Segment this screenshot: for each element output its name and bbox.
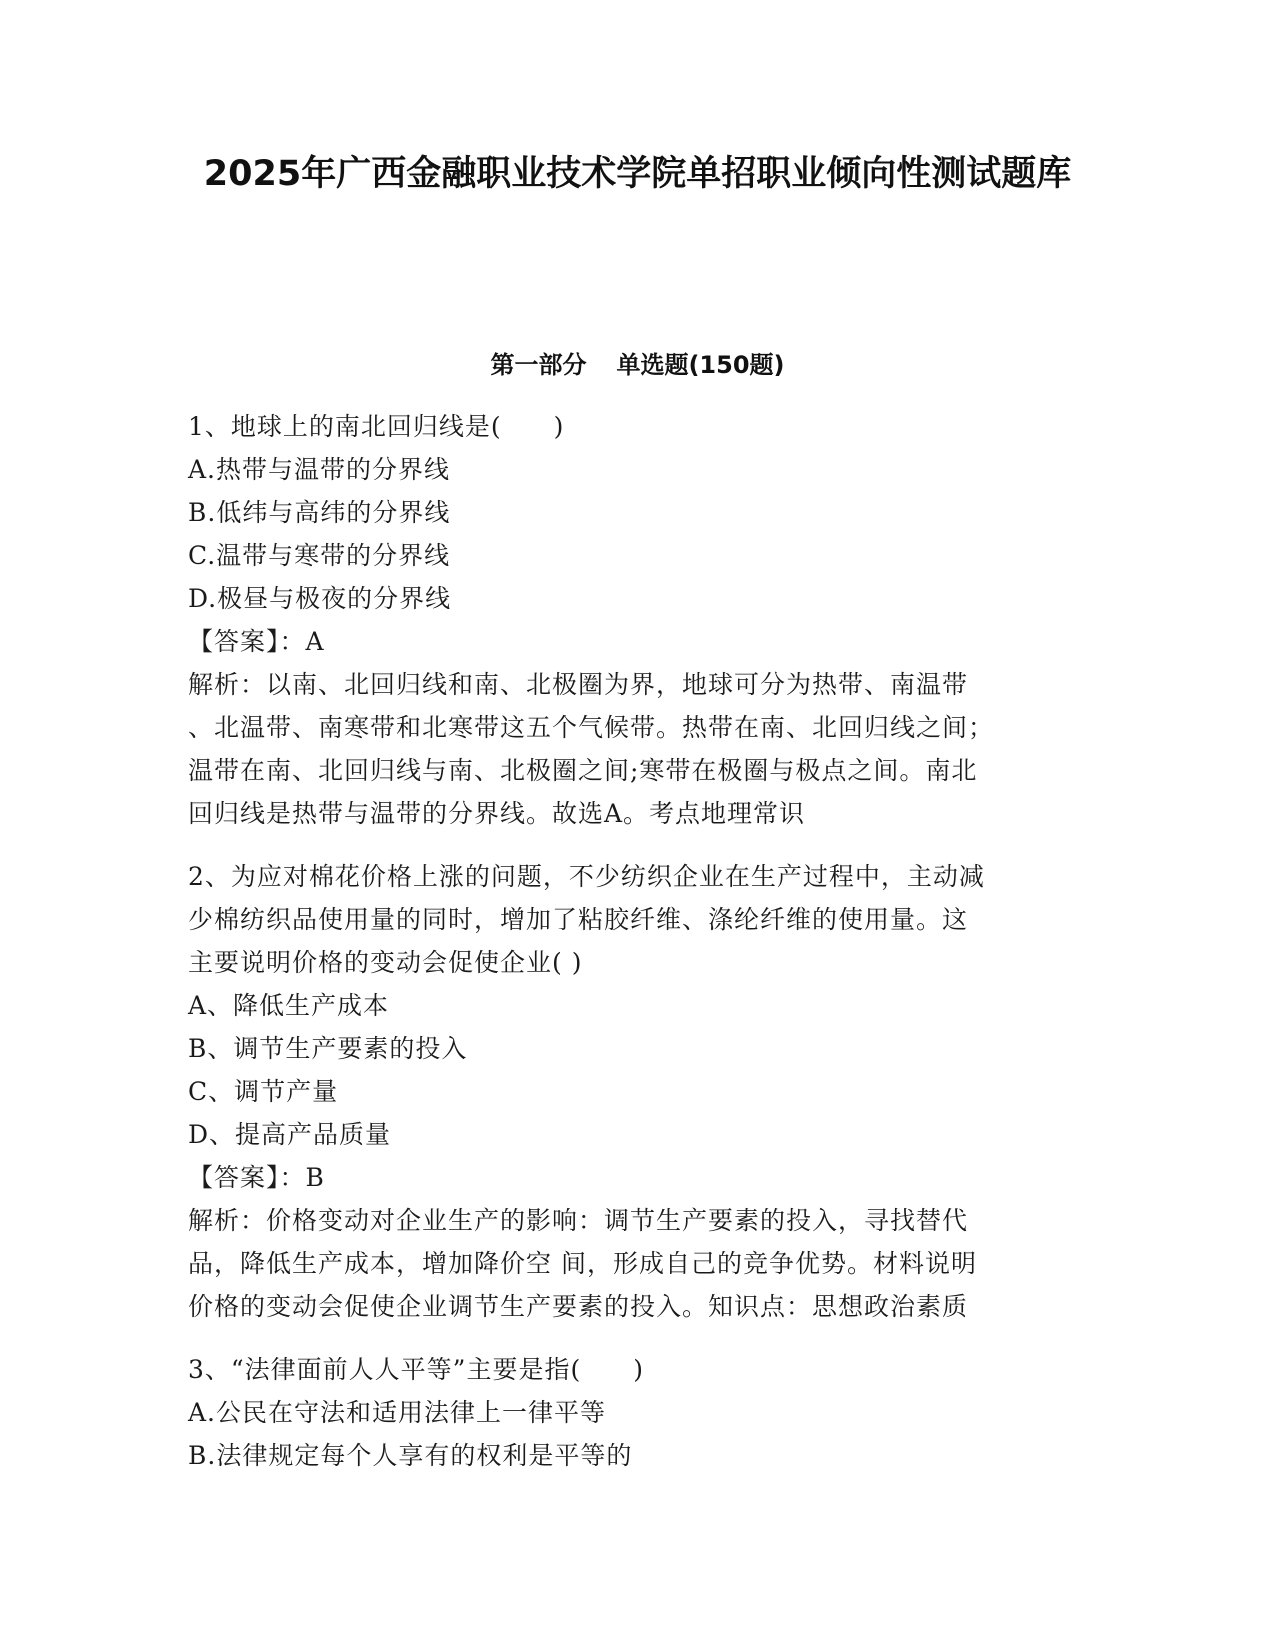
option-d: D、提高产品质量 [188,1120,392,1149]
answer: 【答案】：B [188,1163,325,1192]
question-stem: 3、“法律面前人人平等”主要是指( ) [188,1355,644,1384]
answer: 【答案】：A [188,627,325,656]
analysis-line: 解析：以南、北回归线和南、北极圈为界，地球可分为热带、南温带 [188,670,969,699]
question-3 [188,1348,1088,1477]
analysis-line: 价格的变动会促使企业调节生产要素的投入。知识点：思想政治素质 [188,1292,969,1321]
question-stem: 2、为应对棉花价格上涨的问题，不少纺织企业在生产过程中，主动减 [188,862,985,891]
analysis-line: 解析：价格变动对企业生产的影响：调节生产要素的投入，寻找替代 [188,1206,969,1235]
analysis-line: 回归线是热带与温带的分界线。故选A。考点地理常识 [188,799,806,828]
analysis-line: 、北温带、南寒带和北寒带这五个气候带。热带在南、北回归线之间； [188,713,995,742]
section-name: 单选题(150题) [616,351,785,379]
option-b: B.低纬与高纬的分界线 [188,498,451,527]
section-part: 第一部分 [490,351,587,379]
option-a: A.热带与温带的分界线 [188,455,451,484]
option-a: A、降低生产成本 [188,991,390,1020]
option-a: A.公民在守法和适用法律上一律平等 [188,1398,607,1427]
option-d: D.极昼与极夜的分界线 [188,584,452,613]
option-c: C.温带与寒带的分界线 [188,541,451,570]
question-list [188,405,1088,1497]
question-stem: 少棉纺织品使用量的同时，增加了粘胶纤维、涤纶纤维的使用量。这 [188,905,969,934]
question-stem: 主要说明价格的变动会促使企业( ) [188,948,583,977]
question-1 [188,405,1088,835]
option-b: B、调节生产要素的投入 [188,1034,468,1063]
analysis-line: 品，降低生产成本，增加降价空 间，形成自己的竞争优势。材料说明 [188,1249,977,1278]
question-2 [188,855,1088,1328]
option-b: B.法律规定每个人享有的权利是平等的 [188,1441,633,1470]
document-title: 2025年广西金融职业技术学院单招职业倾向性测试题库 [203,154,1072,194]
analysis-line: 温带在南、北回归线与南、北极圈之间;寒带在极圈与极点之间。南北 [188,756,978,785]
section-heading [180,345,1095,385]
option-c: C、调节产量 [188,1077,339,1106]
question-stem: 1、地球上的南北回归线是( ) [188,412,565,441]
